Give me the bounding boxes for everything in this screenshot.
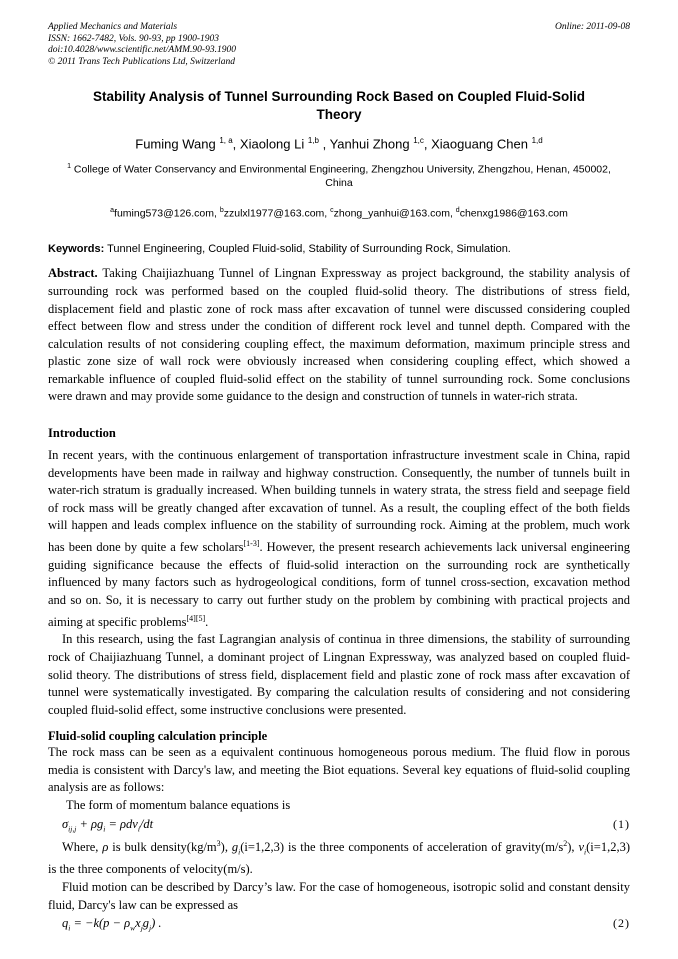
author-separator: ,	[423, 136, 432, 152]
where-text: (i=1,2,3) is the three components of acceleration of gravity(m/s	[240, 840, 564, 855]
keywords-text: Tunnel Engineering, Coupled Fluid-solid, Stability of Surrounding Rock, Simulation.	[104, 243, 511, 256]
author-name: Xiaolong Li	[239, 136, 308, 152]
math-superscript: 3	[216, 839, 221, 849]
email-address: zzulxl1977@163.com,	[223, 207, 331, 220]
math-subscript: ij,j	[68, 824, 77, 834]
introduction-text: . However, the present research achievements lack universal engineering guiding significance because the effects of fluid-solid interaction on the surrounding rock are synthetically influenced by many factors such as hydrogeological conditions, form of tunnel cross-section, excavation method and so on. So, it is necessary to carry out further study on the problem by combining with practical projects and aiming at specific problems	[48, 540, 630, 629]
journal-header	[48, 22, 630, 68]
author-affiliation-sup: 1,d	[531, 136, 543, 145]
math-symbol: x	[135, 916, 141, 931]
introduction-text: .	[205, 614, 209, 629]
citation-sup: [1-3]	[243, 539, 260, 549]
online-date: Online: 2011-09-08	[554, 22, 630, 32]
equation-2-number: (2)	[613, 916, 630, 931]
math-symbol: ) .	[151, 916, 162, 931]
where-text: is bulk density(kg/m	[108, 840, 217, 855]
author-name: Fuming Wang	[135, 136, 220, 152]
section-heading-introduction: Introduction	[48, 426, 116, 441]
where-text: Where,	[62, 840, 103, 855]
affiliation-sup: 1	[67, 163, 71, 171]
math-subscript: w	[130, 923, 136, 933]
email-sup: a	[110, 206, 115, 214]
math-subscript: i	[238, 847, 241, 857]
math-symbol: v	[578, 840, 585, 855]
affiliation-text: College of Water Conservancy and Environmental Engineering, Zhengzhou University, Zhengzhou, Henan, 450002, China	[71, 163, 611, 189]
email-sup: c	[330, 206, 334, 214]
author-separator: ,	[318, 136, 330, 152]
principle-paragraph-2: Fluid motion can be described by Darcy’s law. For the case of homogeneous, isotropic solid and constant density fluid, Darcy's law can be expressed as	[48, 880, 630, 912]
math-symbol: σ	[62, 816, 69, 831]
section-heading-principle: Fluid-solid coupling calculation principle	[48, 729, 268, 744]
journal-header-left	[48, 22, 236, 68]
author-affiliation-sup: 1, a	[219, 136, 233, 145]
author-affiliation-sup: 1,b	[307, 136, 319, 145]
author-affiliation-sup: 1,c	[413, 136, 424, 145]
equation-1-intro-line: The form of momentum balance equations is	[66, 798, 291, 813]
equation-1	[62, 817, 153, 834]
authors-line	[48, 136, 630, 151]
issn-line: ISSN: 1662-7482, Vols. 90-93, pp 1900-1903	[48, 33, 219, 44]
math-subscript: i	[584, 847, 587, 857]
introduction-paragraph-1	[48, 447, 630, 631]
math-superscript: 2	[563, 839, 568, 849]
email-address: chenxg1986@163.com	[459, 207, 568, 220]
affiliation	[59, 160, 619, 190]
abstract-paragraph	[48, 265, 630, 406]
math-subscript: j	[149, 923, 152, 933]
keywords-line	[48, 243, 630, 255]
math-symbol: = −k(p − ρ	[70, 916, 131, 931]
abstract-label: Abstract.	[48, 266, 98, 281]
math-symbol: g	[142, 916, 150, 931]
math-subscript: i	[68, 923, 71, 933]
math-symbol: /dt	[139, 816, 154, 831]
author-name: Yanhui Zhong	[329, 136, 414, 152]
email-address: zhong_yanhui@163.com,	[333, 207, 456, 220]
author-separator: ,	[232, 136, 240, 152]
math-subscript: j	[140, 923, 143, 933]
math-symbol: + ρg	[76, 816, 104, 831]
math-symbol: ρ	[102, 840, 109, 855]
where-text: ),	[567, 840, 579, 855]
copyright-line: © 2011 Trans Tech Publications Ltd, Switzerland	[48, 56, 235, 67]
math-symbol: q	[62, 916, 69, 931]
equation-2	[62, 916, 162, 933]
where-text: ),	[220, 840, 232, 855]
principle-paragraph-1: The rock mass can be seen as a equivalent continuous homogeneous porous medium. The fluid flow in porous media is consistent with Darcy's law, and meeting the Biot equations. Several key equations of fluid-solid coupling analysis are as follows:	[48, 745, 630, 795]
math-symbol: g	[231, 840, 239, 855]
keywords-label: Keywords:	[48, 243, 105, 256]
abstract-text: Taking Chaijiazhuang Tunnel of Lingnan Expressway as project background, the stability analysis of surrounding rock was performed based on the coupled fluid-solid theory. The distributions of stress field, displacement field and plastic zone of rock mass after excavation of tunnel were discussed considering coupled effect between flow and stress under the condition of different rock level and tunnel depth. Compared with the calculation results of not considering coupling effect, the maximum deformation, maximum principle stress and plastic zone size of wall rock were obviously increased when considering coupling effect, which showed a remarkable influence of coupled fluid-solid effect on the stability of tunnel surrounding rock. Some conclusions were drawn and may provide some guidance to the design and construction of tunnels in water-rich strata.	[48, 266, 630, 404]
equation-2-row	[48, 916, 630, 933]
math-subscript: i	[137, 824, 140, 834]
equation-1-number: (1)	[613, 816, 630, 831]
email-address: fuming573@126.com,	[114, 207, 220, 220]
citation-sup: [4][5]	[186, 613, 206, 623]
introduction-paragraph-2: In this research, using the fast Lagrangian analysis of continua in three dimensions, the stability of surrounding rock of Chaijiazhuang Tunnel, a dominant project of Lingnan Expressway, was analyzed based on coupled fluid-solid theory. The distributions of stress field, displacement field and plastic zone of rock mass after excavation of tunnel were systematically investigated. By comparing the calculation results of considering and not considering coupled fluid-solid effect, some instructive conclusions were presented.	[48, 632, 630, 717]
math-subscript: i	[103, 824, 106, 834]
email-sup: d	[455, 206, 460, 214]
paper-title: Stability Analysis of Tunnel Surrounding Rock Based on Coupled Fluid-Solid Theory	[92, 89, 586, 122]
math-symbol: = ρdv	[105, 816, 138, 831]
introduction-text: In recent years, with the continuous enlargement of transportation infrastructure investment scale in China, rapid developments have been made in railway and highway construction. Consequently, the number of tunnels built in water-rich stratum is gradually increased. When building tunnels in watery strata, the stress field and seepage field of rock mass will be greatly changed after excavation of tunnel. As a result, the coupling effect of the both fields will happen and leads complex influence on the stability of surrounding rock. Aiming at the problem, much work has been done by quite a few scholars	[48, 448, 630, 555]
where-text: (i=1,2,3) is the three components of velocity(m/s).	[48, 840, 630, 877]
emails-line	[48, 207, 630, 220]
doi-line: doi:10.4028/www.scientific.net/AMM.90-93.1900	[48, 45, 236, 55]
email-sup: b	[219, 206, 224, 214]
equation-1-row	[48, 817, 630, 834]
author-name: Xiaoguang Chen	[431, 136, 532, 152]
where-paragraph	[48, 835, 630, 879]
journal-name: Applied Mechanics and Materials	[48, 22, 178, 32]
